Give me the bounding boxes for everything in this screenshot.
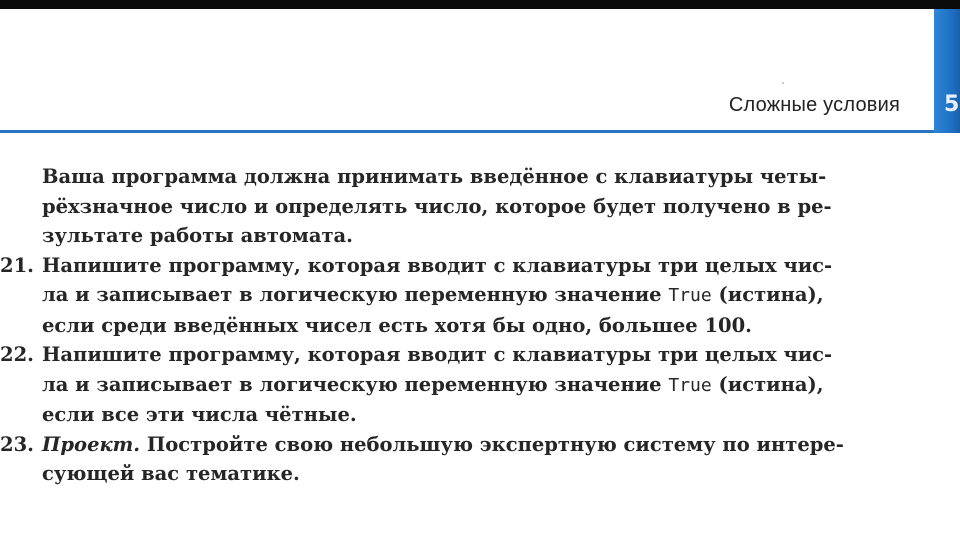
page-speck — [782, 82, 784, 84]
top-black-bar — [0, 0, 960, 9]
task-line: Напишите программу, которая вводит с клавиатуры три целых чис- — [42, 253, 833, 277]
task-label-italic: Проект. — [42, 432, 141, 456]
task-line: если среди введённых чисел есть хотя бы одно, большее 100. — [42, 313, 752, 337]
task-line — [42, 430, 934, 460]
intro-paragraph — [42, 162, 934, 251]
task-line — [42, 280, 934, 311]
chapter-tab-number: 5 — [944, 92, 960, 117]
intro-line: рёхзначное число и определять число, которое будет получено в ре- — [42, 194, 832, 218]
task-text: ла и записывает в логическую переменную значение — [42, 372, 669, 396]
task-line: если все эти числа чётные. — [42, 403, 357, 426]
task-line — [42, 370, 934, 401]
header-divider — [0, 130, 934, 133]
task-text: (истина), — [711, 283, 824, 306]
task-number: 21. — [0, 253, 34, 277]
intro-line: зультате работы автомата. — [42, 224, 353, 247]
task-text: Постройте свою небольшую экспертную систему по интере- — [140, 432, 844, 456]
task-line: Напишите программу, которая вводит с клавиатуры три целых чис- — [42, 343, 833, 366]
code-literal: True — [668, 285, 712, 306]
task-number: 22. — [0, 343, 34, 366]
task-text: (истина), — [711, 372, 824, 396]
task-text: ла и записывает в логическую переменную значение — [42, 283, 669, 306]
code-literal: True — [668, 374, 712, 396]
task-21 — [0, 251, 934, 341]
page-header-title: Сложные условия — [728, 94, 900, 116]
page-content — [0, 162, 934, 489]
task-line: сующей вас тематике. — [42, 462, 300, 485]
task-22 — [0, 340, 934, 430]
intro-line: Ваша программа должна принимать введённое с клавиатуры четы- — [42, 165, 827, 188]
task-23 — [0, 430, 934, 489]
task-number: 23. — [0, 432, 34, 456]
